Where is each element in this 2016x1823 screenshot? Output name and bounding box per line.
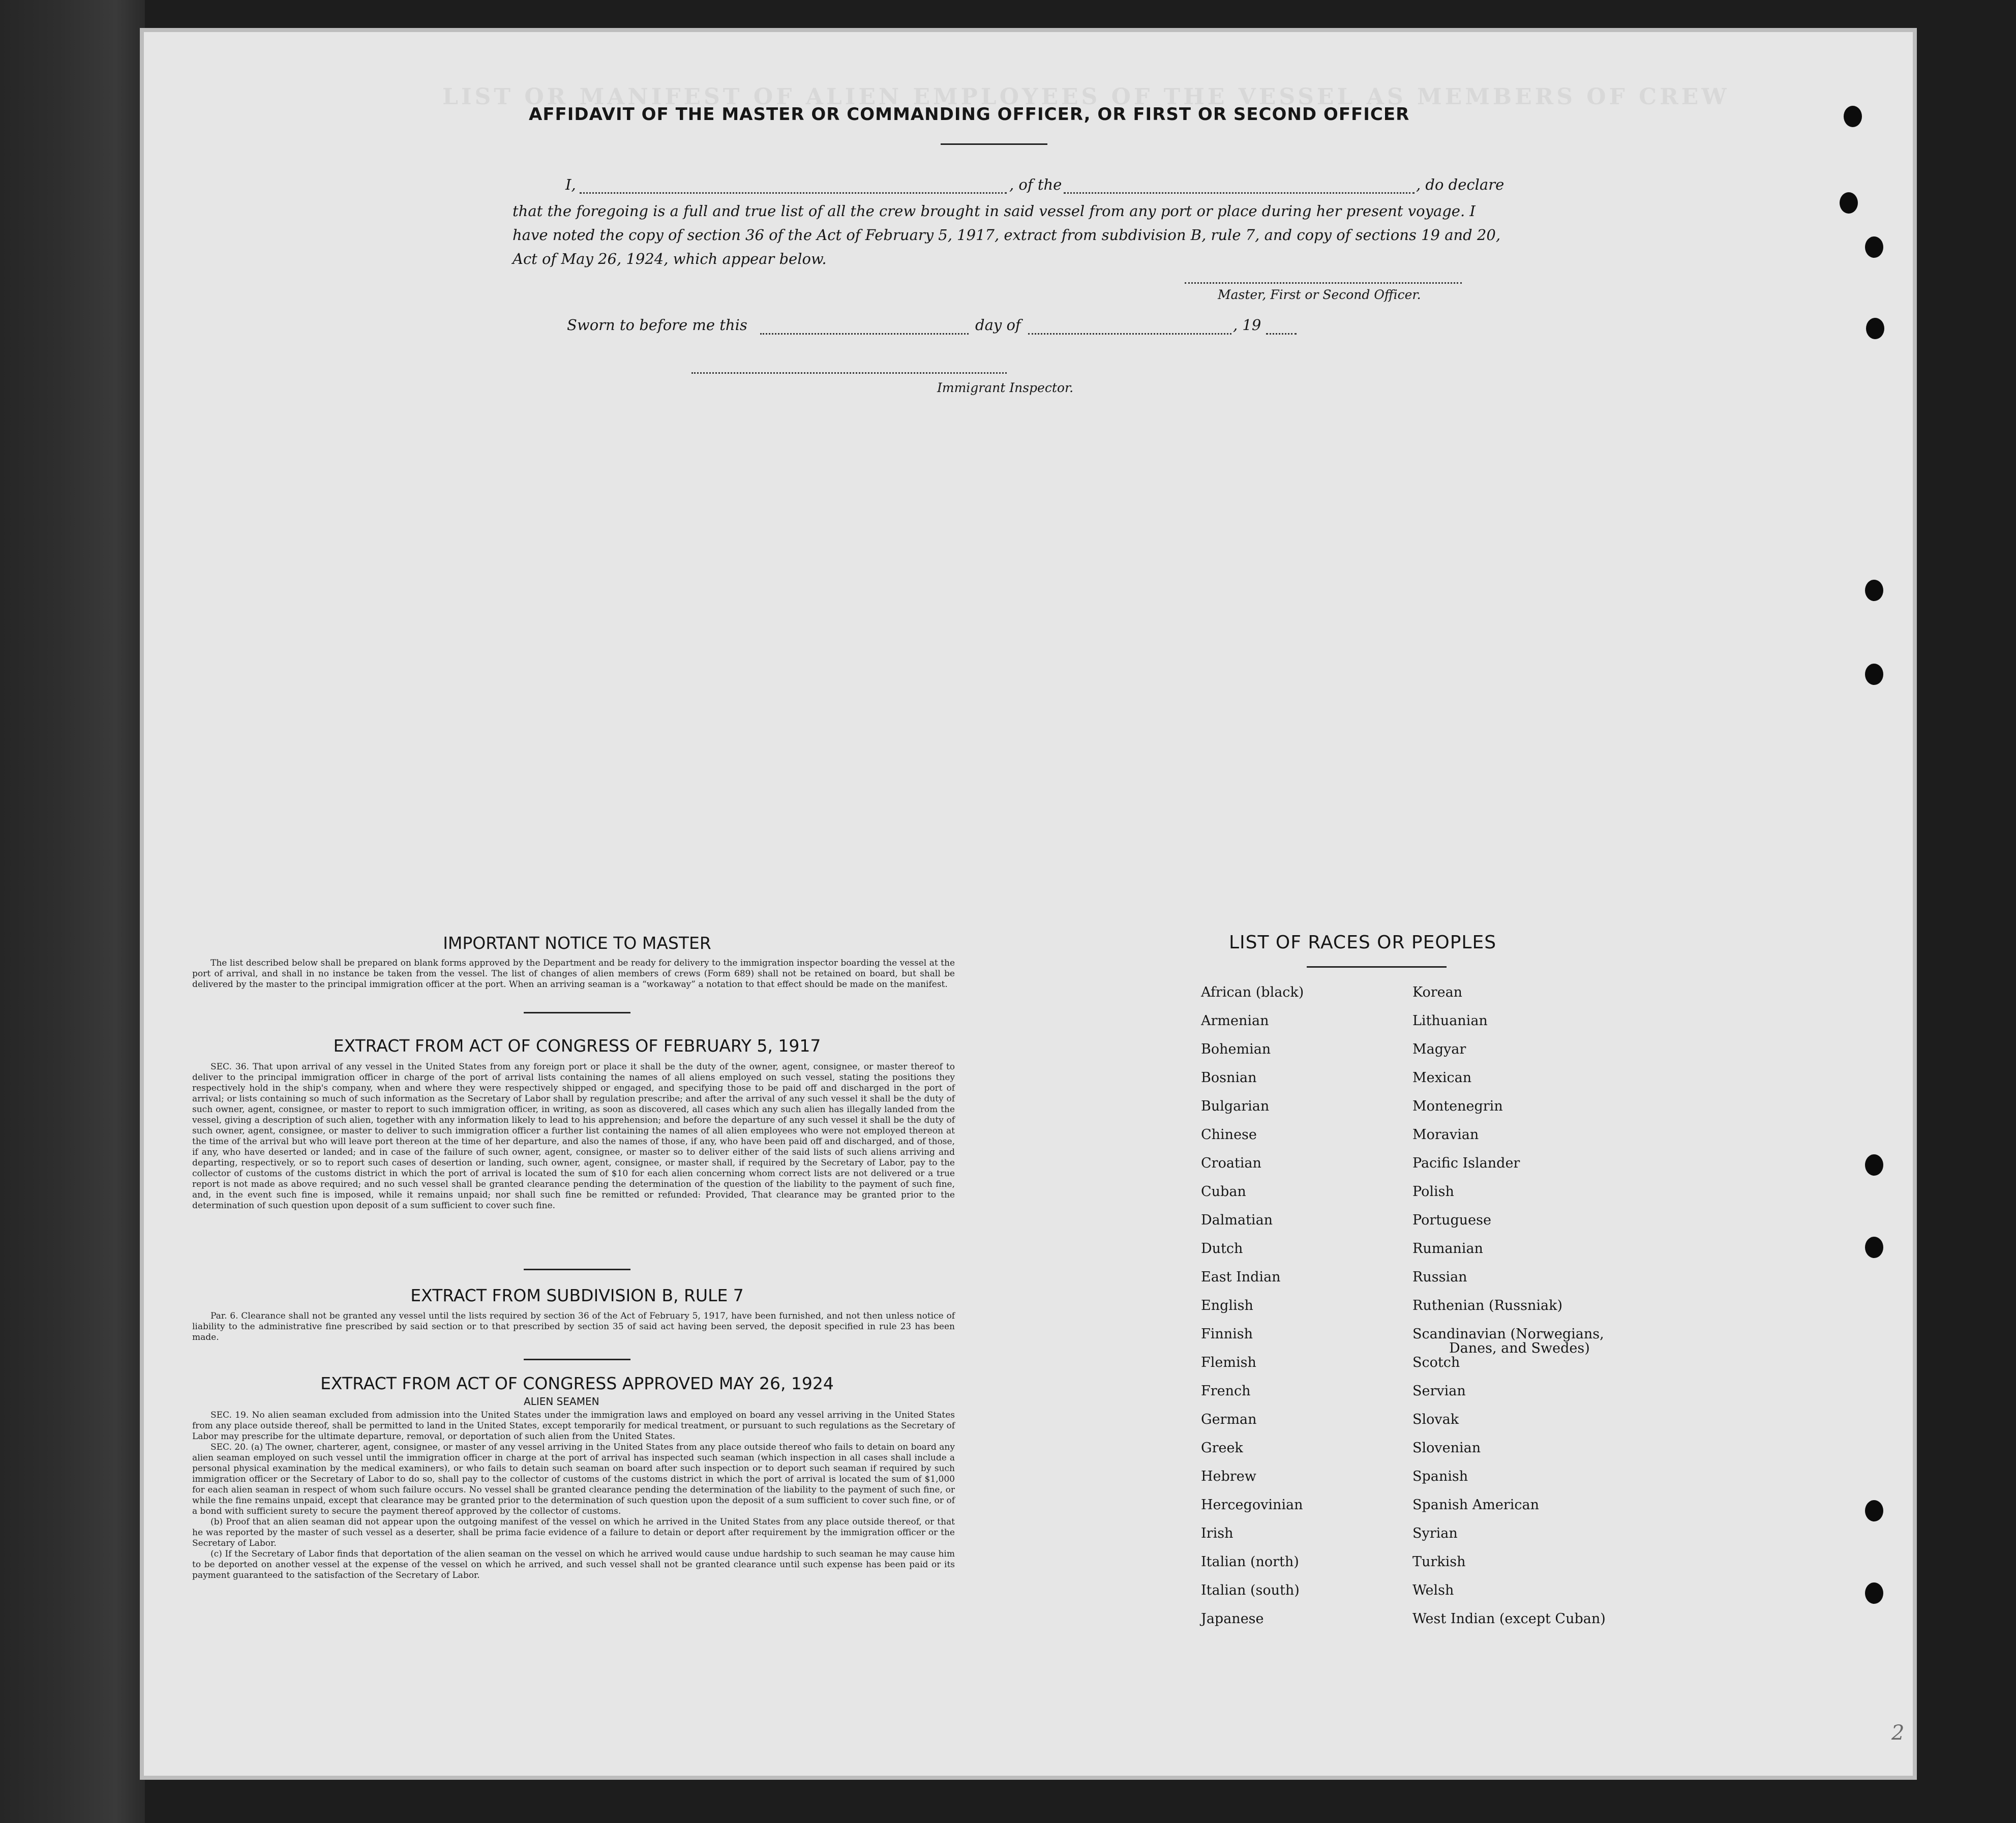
sec19-paragraph: SEC. 19. No alien seaman excluded from admission into the United States under the immigration laws and employed on board any vessel arriving in the United States from any place outside thereof, shall be permitted to land in the United States, except temporarily for medical treatment, or pursuant to such regulations as the Secretary of Labor may prescribe for the ultimate departure, removal, or deportation of such alien from the United States.	[192, 1410, 955, 1442]
notice-rule	[524, 1012, 630, 1013]
notice-text	[192, 958, 955, 990]
binder-hole	[1865, 1237, 1883, 1258]
scan-left-margin	[0, 0, 145, 1823]
year-prefix-label: , 19	[1233, 316, 1261, 334]
race-item: African (black)	[1201, 984, 1304, 1000]
binder-hole	[1865, 664, 1883, 685]
race-item: Japanese	[1201, 1611, 1264, 1627]
handwritten-page-mark: 2	[1891, 1721, 1905, 1745]
race-item: Pacific Islander	[1412, 1155, 1520, 1171]
race-item: Mexican	[1412, 1070, 1472, 1086]
race-item: Chinese	[1201, 1127, 1257, 1143]
binder-hole	[1865, 580, 1883, 601]
race-item: Flemish	[1201, 1355, 1256, 1370]
extract-1917-rule	[524, 1269, 630, 1270]
sworn-day-line[interactable]	[760, 333, 969, 335]
affidavit-of-the: , of the	[1009, 176, 1062, 193]
rule7-text	[192, 1311, 955, 1343]
race-item: Cuban	[1201, 1184, 1246, 1200]
race-item: Servian	[1412, 1383, 1466, 1399]
notice-paragraph: The list described below shall be prepared on blank forms approved by the Department and be ready for delivery to the immigration inspector boarding the vessel at the port of arrival, and shall in no instance be taken from the vessel. The list of changes of alien members of crews (Form 689) shall not be retained on board, but shall be delivered by the master to the principal immigration officer at the port. When an arriving seaman is a “workaway” a notation to that effect should be made on the manifest.	[192, 958, 955, 990]
race-item: Bohemian	[1201, 1041, 1271, 1057]
binder-hole	[1840, 192, 1858, 214]
affidavit-do-declare: , do declare	[1416, 176, 1505, 193]
race-item: German	[1201, 1412, 1257, 1427]
race-item: Irish	[1201, 1526, 1233, 1541]
race-item: Turkish	[1412, 1554, 1466, 1570]
race-item: Ruthenian (Russniak)	[1412, 1298, 1563, 1313]
extract-1924-title: EXTRACT FROM ACT OF CONGRESS APPROVED MAY 26, 1924	[320, 1373, 834, 1393]
title-rule	[941, 143, 1047, 145]
race-item: Bosnian	[1201, 1070, 1257, 1086]
extract-1917-title: EXTRACT FROM ACT OF CONGRESS OF FEBRUARY 5, 1917	[333, 1036, 821, 1056]
notice-title: IMPORTANT NOTICE TO MASTER	[443, 933, 711, 953]
race-item: Welsh	[1412, 1582, 1454, 1598]
master-signature-label: Master, First or Second Officer.	[1218, 287, 1421, 302]
race-item: Lithuanian	[1412, 1013, 1488, 1029]
race-item: French	[1201, 1383, 1251, 1399]
race-item: Armenian	[1201, 1013, 1269, 1029]
sec20c-paragraph: (c) If the Secretary of Labor finds that deportation of the alien seaman on the vessel on which he arrived would cause undue hardship to such seaman he may cause him to be deported on another vessel at the expense of the vessel on which he arrived, and such vessel shall not be granted clearance until such expense has been paid or its payment guaranteed to the satisfaction of the Secretary of Labor.	[192, 1549, 955, 1580]
race-item: Slovenian	[1412, 1440, 1481, 1456]
race-item: Magyar	[1412, 1041, 1466, 1057]
races-title: LIST OF RACES OR PEOPLES	[1228, 932, 1497, 953]
race-item: Greek	[1201, 1440, 1243, 1456]
extract-1924-subtitle: ALIEN SEAMEN	[524, 1395, 599, 1408]
race-item: Dutch	[1201, 1241, 1243, 1257]
race-item: Montenegrin	[1412, 1098, 1503, 1114]
race-item: Bulgarian	[1201, 1098, 1270, 1114]
extract-1924-text	[192, 1410, 955, 1581]
race-item: Russian	[1412, 1269, 1467, 1285]
extract-1917-text	[192, 1062, 955, 1211]
binder-hole	[1865, 1154, 1883, 1176]
binder-hole	[1865, 1582, 1883, 1604]
vessel-field-line[interactable]	[1064, 192, 1415, 194]
race-item: Korean	[1412, 984, 1463, 1000]
master-signature-line[interactable]	[1185, 282, 1462, 284]
race-item: Finnish	[1201, 1326, 1253, 1342]
name-field-line[interactable]	[580, 192, 1007, 194]
affidavit-body: that the foregoing is a full and true list of all the crew brought in said vessel from any port or place during her present voyage. I have noted the copy of section 36 of the Act of February 5, 1917, extract from subdivision B, rule 7, and copy of sections 19 and 20, Act of May 26, 1924, which appear below.	[513, 202, 1501, 267]
bleed-through-header: LIST OR MANIFEST OF ALIEN EMPLOYEES OF THE VESSEL AS MEMBERS OF CREW	[442, 84, 1730, 110]
binder-hole	[1865, 236, 1883, 258]
race-item: Italian (north)	[1201, 1554, 1299, 1570]
race-item: Polish	[1412, 1184, 1454, 1200]
race-item: Scotch	[1412, 1355, 1460, 1370]
inspector-signature-label: Immigrant Inspector.	[937, 380, 1074, 395]
race-item: Dalmatian	[1201, 1212, 1273, 1228]
race-item: Portuguese	[1412, 1212, 1491, 1228]
affidavit-i-label: I,	[565, 176, 576, 193]
binder-hole	[1866, 318, 1884, 339]
sec20b-paragraph: (b) Proof that an alien seaman did not appear upon the outgoing manifest of the vessel on which he arrived in the United States from any place outside thereof, or that he was reported by the master of such vessel as a deserter, shall be prima facie evidence of a failure to detain or deport after requirement by the immigration officer or the Secretary of Labor.	[192, 1517, 955, 1548]
race-item: Italian (south)	[1201, 1582, 1300, 1598]
race-item: Spanish American	[1412, 1497, 1539, 1513]
race-item: Scandinavian (Norwegians,	[1412, 1326, 1604, 1342]
binder-hole	[1865, 1500, 1883, 1521]
rule7-title: EXTRACT FROM SUBDIVISION B, RULE 7	[410, 1286, 744, 1305]
rule7-paragraph: Par. 6. Clearance shall not be granted any vessel until the lists required by section 36 of the Act of February 5, 1917, have been furnished, and not then unless notice of liability to the administrative fine prescribed by said section or to that prescribed by section 35 of said act having been served, the deposit specified in rule 23 has been made.	[192, 1311, 955, 1342]
race-item: Moravian	[1412, 1127, 1479, 1143]
race-item: East Indian	[1201, 1269, 1281, 1285]
sec20a-paragraph: SEC. 20. (a) The owner, charterer, agent, consignee, or master of any vessel arriving in the United States from any place outside thereof who fails to detain on board any alien seaman employed on such vessel until the immigration officer in charge at the port of arrival has inspected such seaman (which inspection in all cases shall include a personal physical examination by the medical examiners), or who fails to detain such seaman on board after such inspection or to deport such seaman if required by such immigration officer or the Secretary of Labor to do so, shall pay to the collector of customs of the customs district in which the port of arrival is located the sum of $1,000 for each alien seaman in respect of whom such failure occurs. No vessel shall be granted clearance pending the determination of the liability to the payment of such fine, or while the fine remains unpaid, except that clearance may be granted prior to the determination of such question upon the deposit of a sum sufficient to cover such fine, or of a bond with sufficient surety to secure the payment thereof approved by the collector of customs.	[192, 1442, 955, 1516]
sworn-year-line[interactable]	[1266, 333, 1297, 335]
race-item: Hercegovinian	[1201, 1497, 1303, 1513]
race-item: English	[1201, 1298, 1253, 1313]
races-rule	[1307, 966, 1447, 968]
rule7-rule	[524, 1359, 630, 1360]
race-item: Slovak	[1412, 1412, 1459, 1427]
sworn-month-line[interactable]	[1028, 333, 1231, 335]
day-of-label: day of	[975, 316, 1021, 334]
race-item: Hebrew	[1201, 1469, 1256, 1484]
race-item: Rumanian	[1412, 1241, 1483, 1257]
sworn-label: Sworn to before me this	[567, 316, 747, 334]
race-item: Spanish	[1412, 1469, 1468, 1484]
race-item: Syrian	[1412, 1526, 1458, 1541]
race-item: Croatian	[1201, 1155, 1261, 1171]
race-item: West Indian (except Cuban)	[1412, 1611, 1606, 1627]
affidavit-title: AFFIDAVIT OF THE MASTER OR COMMANDING OFFICER, OR FIRST OR SECOND OFFICER	[529, 104, 1410, 125]
inspector-signature-line[interactable]	[691, 372, 1007, 374]
binder-hole	[1844, 106, 1862, 127]
race-item-continuation: Danes, and Swedes)	[1449, 1340, 1590, 1356]
extract-1917-paragraph: SEC. 36. That upon arrival of any vessel in the United States from any foreign port or place it shall be the duty of the owner, agent, consignee, or master thereof to deliver to the principal immigration officer in charge of the port of arrival lists containing the names of all aliens employed on such vessel, stating the positions they respectively hold in the ship's company, when and where they were respectively shipped or engaged, and specifying those to be paid off and discharged in the port of arrival; or lists containing so much of such information as the Secretary of Labor shall by regulation prescribe; and after the arrival of any such vessel it shall be the duty of such owner, agent, consignee, or master to report to such immigration officer, in writing, as soon as discovered, all cases which any such alien has illegally landed from the vessel, giving a description of such alien, together with any information likely to lead to his apprehension; and before the departure of any such vessel it shall be the duty of such owner, agent, consignee, or master to deliver to such immigration officer a further list containing the names of all alien employees who were not employed thereon at the time of the arrival but who will leave port thereon at the time of her departure, and also the names of those, if any, who have been paid off and discharged, and of those, if any, who have deserted or landed; and in case of the failure of such owner, agent, consignee, or master so to deliver either of the said lists of such aliens arriving and departing, respectively, or so to report such cases of desertion or landing, such owner, agent, consignee, or master shall, if required by the Secretary of Labor, pay to the collector of customs of the customs district in which the port of arrival is located the sum of $10 for each alien concerning whom correct lists are not delivered or a true report is not made as above required; and no such vessel shall be granted clearance pending the determination of the question of the liability to the payment of such fine, and, in the event such fine is imposed, while it remains unpaid; nor shall such fine be remitted or refunded: Provided, That clearance may be granted prior to the determination of such question upon deposit of a sum sufficient to cover such fine.	[192, 1062, 955, 1211]
